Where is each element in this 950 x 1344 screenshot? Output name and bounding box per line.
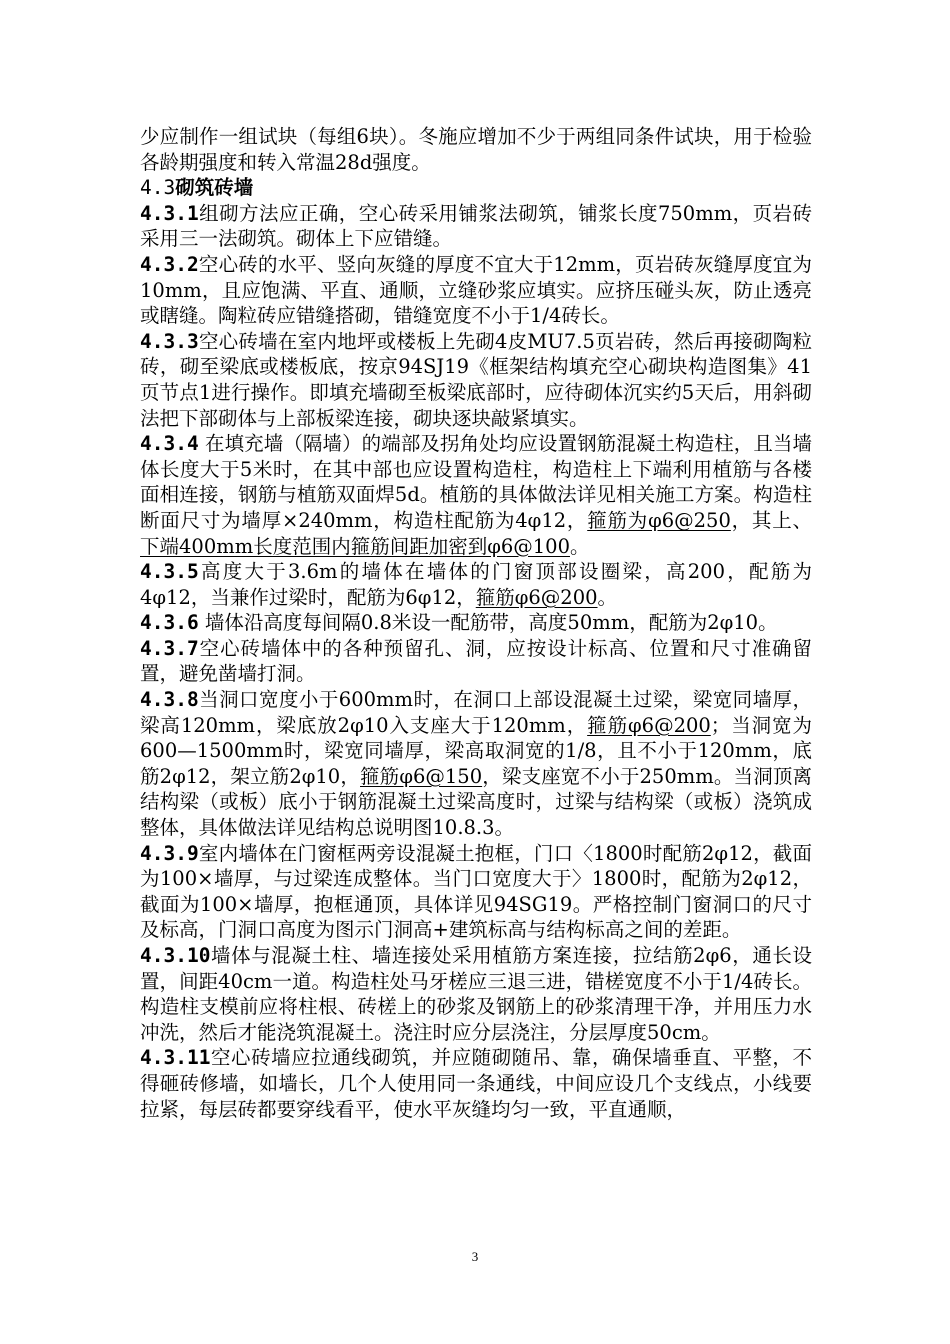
- clause-text: 当洞口宽度小于600mm时，在洞口上部设混凝土过梁，梁宽同墙厚，梁高120mm，梁底放2φ10入支座大于120mm，: [140, 688, 812, 737]
- clause-text: 。: [569, 534, 590, 558]
- section-heading: [140, 175, 812, 201]
- clause-text: 空心砖墙应拉通线砌筑，并应随砌随吊、靠，确保墙垂直、平整，不得砸砖修墙，如墙长，几个人使用同一条通线，中间应设几个支线点，小线要拉紧，每层砖都要穿线看平，使水平灰缝均匀一致，平直通顺，: [140, 1046, 812, 1121]
- underlined-spec: 箍筋φ6@200: [475, 585, 598, 609]
- section-title: 砌筑砖墙: [175, 176, 254, 200]
- clause-4-3-9: [140, 841, 812, 943]
- clause-number: 4.3.11: [140, 1046, 211, 1070]
- underlined-spec: 箍筋φ6@200: [587, 713, 711, 737]
- intro-paragraph: 少应制作一组试块（每组6块）。冬施应增加不少于两组同条件试块，用于检验各龄期强度和转入常温28d强度。: [140, 125, 812, 174]
- clause-number: 4.3.2: [140, 252, 199, 276]
- page-number: 3: [471, 1249, 479, 1264]
- clause-number: 4.3.5: [140, 560, 199, 584]
- clause-number: 4.3.6: [140, 611, 199, 635]
- clause-number: 4.3.3: [140, 329, 199, 353]
- clause-text: 空心砖的水平、竖向灰缝的厚度不宜大于12mm，页岩砖灰缝厚度宜为10mm，且应饱满、平直、通顺，立缝砂浆应填实。应挤压碰头灰，防止透亮或瞎缝。陶粒砖应错缝搭砌，错缝宽度不小于1/4砖长。: [140, 252, 812, 328]
- clause-number: 4.3.1: [140, 201, 199, 225]
- clause-number: 4.3.8: [140, 688, 199, 712]
- page-body: [140, 124, 812, 1122]
- clause-4-3-10: [140, 943, 812, 1045]
- clause-4-3-11: [140, 1045, 812, 1122]
- clause-text: ，其上、: [730, 508, 812, 532]
- section-number: 4.3: [140, 176, 176, 200]
- underlined-spec: 下端400mm长度范围内箍筋间距加密到φ6@100: [140, 534, 570, 558]
- clause-text: 。: [597, 585, 618, 609]
- clause-4-3-5: [140, 559, 812, 610]
- clause-4-3-7: [140, 636, 812, 687]
- clause-text: 室内墙体在门窗框两旁设混凝土抱框，门口〈1800时配筋2φ12，截面为100×墙厚，与过梁连成整体。当门口宽度大于〉1800时，配筋为2φ12，截面为100×墙厚，抱框通顶，具体详见94SG19。严格控制门窗洞口的尺寸及标高，门洞口高度为图示门洞高+建筑标高与结构标高之间的差距。: [140, 841, 812, 942]
- underlined-spec: 箍筋φ6@150: [360, 764, 483, 788]
- clause-number: 4.3.9: [140, 841, 199, 865]
- clause-text: ，梁支座宽不小于250mm。当洞顶离结构梁（或板）底小于钢筋混凝土过梁高度时，过梁与结构梁（或板）浇筑成整体，具体做法详见结构总说明图10.8.3。: [140, 764, 813, 840]
- clause-number: 4.3.7: [140, 636, 199, 660]
- clause-text: 组砌方法应正确，空心砖采用铺浆法砌筑，铺浆长度750mm，页岩砖采用三一法砌筑。砌体上下应错缝。: [140, 201, 812, 251]
- clause-text: 在填充墙（隔墙）的端部及拐角处均应设置钢筋混凝土构造柱，且当墙体长度大于5米时，在其中部也应设置构造柱，构造柱上下端利用植筋与各楼面相连接，钢筋与植筋双面焊5d。植筋的具体做法详见相关施工方案。构造柱断面尺寸为墙厚×240mm，构造柱配筋为4φ12，: [140, 432, 812, 532]
- clause-text: 空心砖墙在室内地坪或楼板上先砌4皮MU7.5页岩砖，然后再接砌陶粒砖，砌至梁底或楼板底，按京94SJ19《框架结构填充空心砌块构造图集》41页节点1进行操作。即填充墙砌至板梁底部时，应待砌体沉实约5天后，用斜砌法把下部砌体与上部板梁连接，砌块逐块敲紧填实。: [140, 329, 812, 430]
- clause-4-3-4: [140, 431, 812, 559]
- clause-text: 墙体沿高度每间隔0.8米设一配筋带，高度50mm，配筋为2φ10。: [198, 611, 778, 635]
- underlined-spec: 箍筋为φ6@250: [587, 508, 731, 532]
- clause-number: 4.3.10: [140, 944, 211, 967]
- clause-4-3-8: [140, 687, 812, 841]
- clause-4-3-6: [140, 610, 812, 636]
- clause-text: 空心砖墙体中的各种预留孔、洞，应按设计标高、位置和尺寸准确留置，避免凿墙打洞。: [140, 636, 812, 686]
- clause-text: 墙体与混凝土柱、墙连接处采用植筋方案连接，拉结筋2φ6，通长设置，间距40cm一道。构造柱处马牙槎应三退三进，错槎宽度不小于1/4砖长。构造柱支模前应将柱根、砖槎上的砂浆及钢筋上的砂浆清理干净，并用压力水冲洗，然后才能浇筑混凝土。浇注时应分层浇注，分层厚度50cm。: [140, 944, 812, 1044]
- clause-text: ；当洞宽为600—1500mm时，梁宽同墙厚，梁高取洞宽的1/8，且不小于120mm，底筋2φ12，架立筋2φ10，: [140, 713, 812, 788]
- clause-4-3-3: [140, 329, 812, 431]
- clause-4-3-1: [140, 201, 812, 252]
- clause-text: 高度大于3.6m的墙体在墙体的门窗顶部设圈梁，高200，配筋为4φ12，当兼作过梁时，配筋为6φ12，: [140, 560, 812, 609]
- clause-4-3-2: [140, 252, 812, 329]
- clause-number: 4.3.4: [140, 432, 199, 456]
